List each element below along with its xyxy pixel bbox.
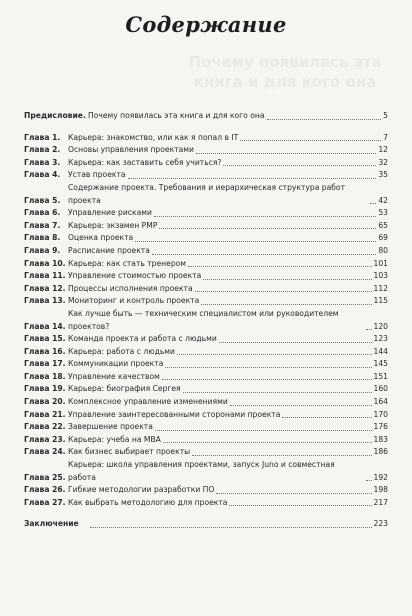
toc-chapter-label: Глава 23. [24,434,66,444]
toc-chapter-list [24,132,388,510]
dot-leader [162,379,372,380]
dot-leader [128,178,377,179]
dot-leader [165,367,371,368]
toc-chapter-label: Глава 16. [24,346,66,356]
toc-chapter-label: Глава 21. [24,409,66,419]
toc-chapter-title: Основы управления проектами [68,145,194,155]
toc-chapter-row [24,446,388,459]
toc-chapter-page: 160 [373,384,388,394]
toc-chapter-page: 112 [373,283,388,293]
toc-chapter-title: Коммуникации проекта [68,359,164,369]
toc-chapter-page: 186 [373,447,388,457]
toc-chapter-page: 217 [373,497,388,507]
toc-conclusion-label: Заключение [24,519,79,529]
toc-chapter-row [24,346,388,359]
dot-leader [155,430,372,431]
toc-chapter-row [24,396,388,409]
dot-leader [196,153,376,154]
dot-leader [159,228,376,229]
toc-chapter-row [24,258,388,271]
dot-leader [183,392,372,393]
dot-leader [201,304,371,305]
toc-chapter-title: Содержание проекта. Требования и иерархическая структура работ проекта [68,182,346,205]
toc-chapter-title: Гибкие методологии разработки ПО [68,485,215,495]
toc-chapter-page: 32 [378,157,388,167]
toc-chapter-row [24,308,388,333]
toc-chapter-label: Глава 18. [24,371,66,381]
toc-chapter-label: Глава 2. [24,145,61,155]
dot-leader [223,165,376,166]
dot-leader [366,480,372,481]
toc-chapter-title: Расписание проекта [68,245,150,255]
toc-chapter-row [24,497,388,510]
toc-chapter-row [24,132,388,145]
toc-chapter-row [24,484,388,497]
dot-leader [135,241,376,242]
dot-leader [90,527,372,528]
toc-chapter-label: Глава 10. [24,258,66,268]
toc-chapter-page: 176 [373,422,388,432]
toc-chapter-row [24,295,388,308]
toc-chapter-row [24,434,388,447]
toc-chapter-page: 69 [378,233,388,243]
dot-leader [240,140,381,141]
toc-chapter-title: Устав проекта [68,170,126,180]
toc-chapter-title: Управление заинтересованными сторонами проекта [68,409,281,419]
toc-chapter-row [24,383,388,396]
toc-conclusion [24,518,388,531]
dot-leader [282,417,371,418]
toc-chapter-label: Глава 7. [24,220,61,230]
toc-chapter-title: Карьера: экзамен PMP [68,220,158,230]
toc-chapter-title: Управление качеством [68,371,160,381]
toc-chapter-title: Как бизнес выбирает проекты [68,447,191,457]
toc-chapter-label: Глава 20. [24,397,66,407]
toc-chapter-page: 7 [383,132,388,142]
toc-preface [24,110,388,123]
toc-chapter-title: Процессы исполнения проекта [68,283,193,293]
toc-preface-page: 5 [383,111,388,120]
toc-chapter-title: Как выбрать методологию для проекта [68,497,228,507]
toc-chapter-title: Управление стоимостью проекта [68,271,202,281]
dot-leader [192,455,371,456]
toc-chapter-title: Карьера: знакомство, или как я попал в IT [68,132,239,142]
toc-chapter-row [24,182,388,207]
toc-chapter-row [24,207,388,220]
toc-chapter-title: Карьера: биография Сергея [68,384,181,394]
toc-chapter-label: Глава 1. [24,132,61,142]
toc-chapter-row [24,232,388,245]
toc-chapter-page: 183 [373,434,388,444]
dot-leader [230,405,372,406]
dot-leader [267,119,382,120]
toc-chapter-title: Управление рисками [68,208,152,218]
toc-chapter-page: 53 [378,208,388,218]
page-title: Содержание [125,12,287,37]
toc-chapter-page: 170 [373,409,388,419]
toc-chapter-label: Глава 25. [24,472,66,482]
show-through-text: Почему появилась эта книга и для кого она [188,53,382,91]
toc-chapter-row [24,220,388,233]
dot-leader [188,266,371,267]
dot-leader [216,493,371,494]
dot-leader [195,291,372,292]
toc-chapter-row [24,358,388,371]
toc-chapter-page: 120 [373,321,388,331]
toc-conclusion-page: 223 [373,519,388,529]
dot-leader [163,442,372,443]
toc-chapter-label: Глава 26. [24,485,66,495]
dot-leader [229,505,371,506]
toc-chapter-row [24,270,388,283]
toc-chapter-page: 123 [373,334,388,344]
toc-chapter-label: Глава 22. [24,422,66,432]
dot-leader [154,216,376,217]
dot-leader [152,254,376,255]
toc-chapter-label: Глава 4. [24,170,61,180]
toc-chapter-label: Глава 19. [24,384,66,394]
toc-chapter-title: Команда проекта и работа с людьми [68,334,217,344]
toc-chapter-row [24,157,388,170]
dot-leader [370,203,376,204]
toc-chapter-label: Глава 13. [24,296,66,306]
toc-chapter-label: Глава 17. [24,359,66,369]
toc-chapter-row [24,459,388,484]
toc-chapter-row [24,333,388,346]
toc-chapter-title: Карьера: работа с людьми [68,346,175,356]
toc-chapter-title: Комплексное управление изменениями [68,397,228,407]
toc-chapter-row [24,409,388,422]
toc-chapter-row [24,169,388,182]
toc-chapter-page: 115 [373,296,388,306]
toc-chapter-label: Глава 27. [24,497,66,507]
toc-chapter-page: 192 [373,472,388,482]
toc-chapter-title: Карьера: как стать тренером [68,258,187,268]
toc-chapter-title: Карьера: учеба на MBA [68,434,161,444]
toc-chapter-page: 103 [373,271,388,281]
toc-chapter-label: Глава 12. [24,283,66,293]
toc-chapter-title: Оценка проекта [68,233,134,243]
toc-chapter-title: Карьера: как заставить себя учиться? [68,157,222,167]
toc-chapter-title: Как лучше быть — техническим специалистом или руководителем проектов? [68,308,339,331]
toc-chapter-label: Глава 11. [24,271,66,281]
dot-leader [366,329,372,330]
toc-chapter-page: 65 [378,220,388,230]
toc-chapter-title: Мониторинг и контроль проекта [68,296,200,306]
toc-chapter-page: 145 [373,359,388,369]
toc-chapter-row [24,245,388,258]
toc-chapter-label: Глава 14. [24,321,66,331]
toc-chapter-page: 144 [373,346,388,356]
toc-chapter-label: Глава 8. [24,233,61,243]
toc-chapter-label: Глава 3. [24,157,61,167]
toc-chapter-label: Глава 5. [24,195,61,205]
table-of-contents [24,110,388,531]
dot-leader [177,354,372,355]
toc-chapter-page: 35 [378,170,388,180]
toc-chapter-row [24,421,388,434]
toc-chapter-title: Завершение проекта [68,422,153,432]
toc-preface-title: Почему появилась эта книга и для кого она [88,111,265,120]
dot-leader [219,342,372,343]
toc-chapter-page: 12 [378,145,388,155]
toc-chapter-title: Карьера: школа управления проектами, запуск Juno и совместная работа [68,460,335,482]
toc-chapter-page: 151 [373,371,388,381]
toc-chapter-label: Глава 24. [24,447,66,457]
toc-preface-label: Предисловие. [24,111,86,120]
toc-chapter-row [24,371,388,384]
toc-chapter-page: 101 [373,258,388,268]
toc-chapter-page: 80 [378,245,388,255]
toc-chapter-page: 198 [373,485,388,495]
toc-chapter-label: Глава 6. [24,208,61,218]
toc-chapter-label: Глава 9. [24,245,61,255]
toc-chapter-label: Глава 15. [24,334,66,344]
toc-chapter-row [24,144,388,157]
dot-leader [203,279,371,280]
toc-chapter-row [24,283,388,296]
toc-chapter-page: 42 [378,195,388,205]
toc-chapter-page: 164 [373,397,388,407]
